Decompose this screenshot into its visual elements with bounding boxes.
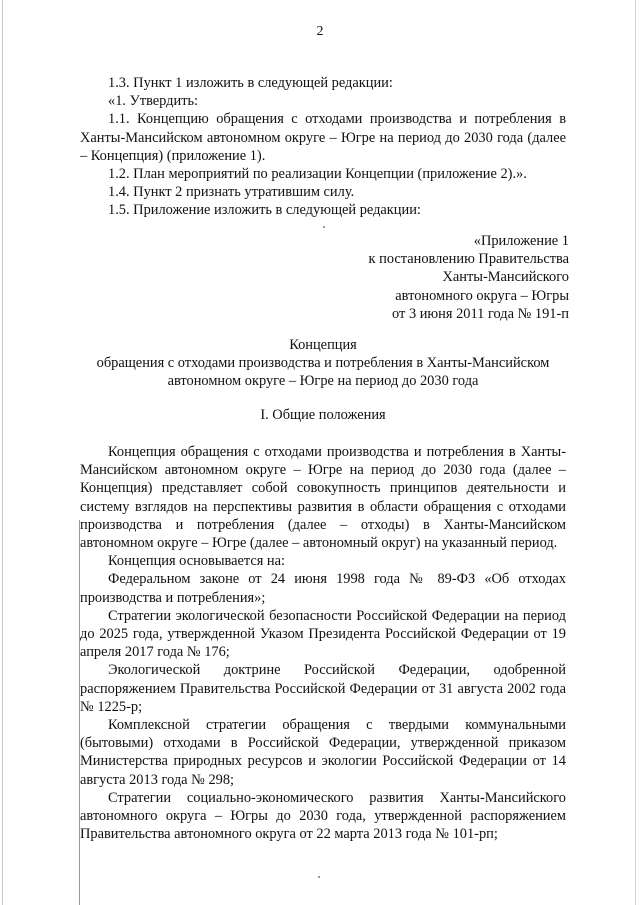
amendment-item: 1.5. Приложение изложить в следующей редакции: xyxy=(108,202,421,219)
body-paragraph: Стратегии экологической безопасности Российской Федерации на период до 2025 года, утвержденной Указом Президента Российской Федерации от 19 апреля 2017 года № 176; xyxy=(80,607,566,661)
appendix-line: к постановлению Правительства xyxy=(368,251,569,268)
body-paragraph: Стратегии социально-экономического развития Ханты-Мансийского автономного округа – Югры до 2030 года, утвержденной распоряжением Правительства автономного округа от 22 марта 2013 года № 101-рп; xyxy=(80,789,566,843)
amendment-item: 1.3. Пункт 1 изложить в следующей редакции: xyxy=(108,75,393,91)
section-heading: I. Общие положения xyxy=(260,407,386,423)
scan-left-edge xyxy=(2,0,3,905)
appendix-line: от 3 июня 2011 года № 191-п xyxy=(392,305,569,322)
amendment-item: «1. Утвердить: xyxy=(108,93,199,110)
body-paragraph: Концепция основывается на: xyxy=(108,553,286,570)
scan-speck xyxy=(323,226,325,228)
body-paragraph: Экологической доктрине Российской Федерации, одобренной распоряжением Правительства Российской Федерации от 31 августа 2002 года № 1225-р; xyxy=(80,662,566,715)
concept-title xyxy=(80,336,566,391)
amendment-item: 1.4. Пункт 2 признать утратившим силу. xyxy=(108,184,355,201)
concept-title-line: автономном округе – Югре на период до 2030 года xyxy=(167,373,479,390)
amendment-item: 1.1. Концепцию обращения с отходами производства и потребления в Ханты-Мансийском автономном округе – Югре на период до 2030 года (далее – Концепция) (приложение 1). xyxy=(80,111,566,164)
amendment-list xyxy=(80,74,566,220)
appendix-line: автономного округа – Югры xyxy=(395,287,569,304)
concept-title-line: Концепция xyxy=(289,337,357,353)
appendix-line: «Приложение 1 xyxy=(473,233,569,249)
scan-right-edge xyxy=(635,0,636,905)
page-number: 2 xyxy=(316,24,324,39)
appendix-header xyxy=(369,232,569,323)
amendment-item: 1.2. План мероприятий по реализации Концепции (приложение 2).». xyxy=(108,166,527,183)
scan-speck xyxy=(318,876,320,878)
concept-title-line: обращения с отходами производства и потребления в Ханты-Мансийском xyxy=(96,355,550,372)
body-paragraph: Концепция обращения с отходами производства и потребления в Ханты-Мансийском автономном округе – Югре на период до 2030 года (далее – Концепция) представляет собой совокупность принципов деятельности и систему взглядов на перспективы развития в области обращения с отходами производства и потребления (далее – отходы) в Ханты-Мансийском автономном округе – Югре (далее – автономный округ) на указанный период. xyxy=(80,444,566,552)
concept-body xyxy=(80,443,566,843)
body-paragraph: Комплексной стратегии обращения с твердыми коммунальными (бытовыми) отходами в Российской Федерации, утвержденной приказом Министерства природных ресурсов и экологии Российской Федерации от 14 августа 2013 года № 298; xyxy=(80,717,566,788)
appendix-line: Ханты-Мансийского xyxy=(442,269,569,286)
body-paragraph: Федеральном законе от 24 июня 1998 года № 89-ФЗ «Об отходах производства и потребления»; xyxy=(80,571,566,606)
